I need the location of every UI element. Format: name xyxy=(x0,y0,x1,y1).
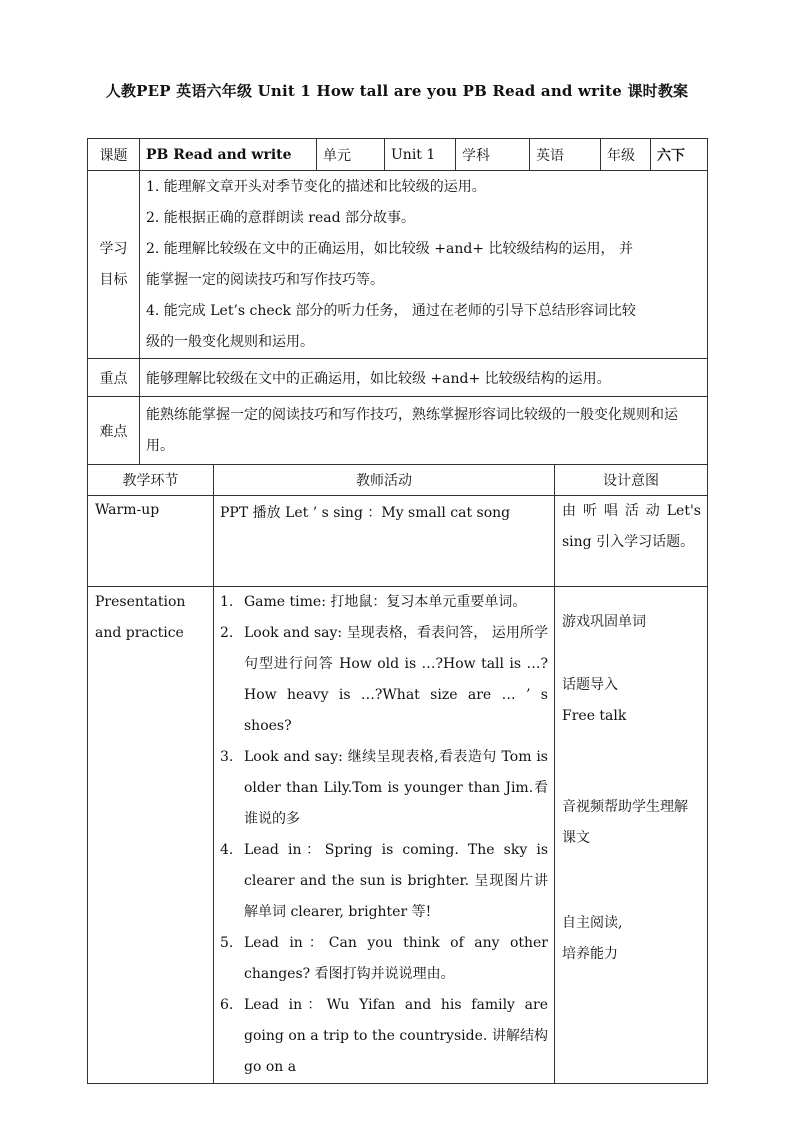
step-text: Lead in：Can you think of any other changes? 看图打钩并说说理由。 xyxy=(244,935,548,982)
activity-step xyxy=(214,618,548,742)
activity-step xyxy=(214,587,548,618)
step-number: 1. xyxy=(220,594,234,610)
page-title: 人教PEP 英语六年级 Unit 1 How tall are you PB Read and write 课时教案 xyxy=(105,82,689,100)
step-number: 3. xyxy=(220,749,234,765)
goals-content xyxy=(140,171,708,359)
step-text: Lead in：Spring is coming. The sky is clearer and the sun is brighter. 呈现图片讲解单词 clearer, brighter 等! xyxy=(244,842,548,920)
topic-label: 课题 xyxy=(88,139,140,171)
goals-label xyxy=(88,171,140,359)
goals-label-line-1: 学习 xyxy=(99,240,128,257)
goal-line: 级的一般变化规则和运用。 xyxy=(146,333,314,350)
header-stage: 教学环节 xyxy=(88,465,214,496)
goal-line: 4. 能完成 Let’s check 部分的听力任务， 通过在老师的引导下总结形容词比较 xyxy=(146,302,636,319)
activity-step xyxy=(214,990,548,1083)
unit-value: Unit 1 xyxy=(385,139,456,171)
intent-item: Free talk xyxy=(562,708,627,724)
activity-steps xyxy=(214,587,548,1083)
subject-value: 英语 xyxy=(530,139,601,171)
goals-label-line-2: 目标 xyxy=(99,271,128,288)
step-number: 6. xyxy=(220,997,234,1013)
step-number: 4. xyxy=(220,842,234,858)
intent-item: 培养能力 xyxy=(562,946,618,962)
presentation-intents xyxy=(555,587,708,1084)
difficulty-value: 能熟练能掌握一定的阅读技巧和写作技巧，熟练掌握形容词比较级的一般变化规则和运用。 xyxy=(140,397,708,465)
warmup-intent: 由 听 唱 活 动 Let's sing 引入学习话题。 xyxy=(555,496,708,587)
topic-value: PB Read and write xyxy=(140,139,317,171)
header-design-intent: 设计意图 xyxy=(555,465,708,496)
step-text: Game time: 打地鼠：复习本单元重要单词。 xyxy=(244,594,527,610)
step-number: 5. xyxy=(220,935,234,951)
goal-line: 能掌握一定的阅读技巧和写作技巧等。 xyxy=(146,271,384,288)
step-number: 2. xyxy=(220,625,234,641)
lesson-info-table xyxy=(87,138,708,465)
warmup-stage: Warm-up xyxy=(88,496,214,587)
goal-line: 2. 能根据正确的意群朗读 read 部分故事。 xyxy=(146,209,415,226)
grade-label: 年级 xyxy=(601,139,651,171)
step-text: Look and say: 呈现表格，看表问答， 运用所学句型进行问答 How old is …?How tall is …?How heavy is …?What size are … ’ s shoes? xyxy=(244,625,548,734)
activity-step xyxy=(214,928,548,990)
presentation-activities xyxy=(214,587,555,1084)
difficulty-label: 难点 xyxy=(88,397,140,465)
goal-line: 1. 能理解文章开头对季节变化的描述和比较级的运用。 xyxy=(146,178,486,195)
grade-value: 六下 xyxy=(651,139,708,171)
key-point-value: 能够理解比较级在文中的正确运用，如比较级 +and+ 比较级结构的运用。 xyxy=(140,359,708,397)
teaching-process-table xyxy=(87,464,708,1084)
activity-step xyxy=(214,742,548,835)
activity-step xyxy=(214,835,548,928)
intent-item: 音视频帮助学生理解课文 xyxy=(562,799,688,846)
unit-label: 单元 xyxy=(317,139,385,171)
key-point-label: 重点 xyxy=(88,359,140,397)
subject-label: 学科 xyxy=(456,139,530,171)
header-teacher-activity: 教师活动 xyxy=(214,465,555,496)
step-text: Look and say: 继续呈现表格,看表造句 Tom is older than Lily.Tom is younger than Jim.看谁说的多 xyxy=(244,749,548,827)
presentation-stage: Presentation and practice xyxy=(88,587,214,1084)
intent-item: 游戏巩固单词 xyxy=(562,614,646,630)
step-text: Lead in：Wu Yifan and his family are going on a trip to the countryside. 讲解结构 go on a xyxy=(244,997,548,1075)
warmup-activity: PPT 播放 Let ’ s sing ：My small cat song xyxy=(214,496,555,587)
intent-item: 自主阅读, xyxy=(562,915,623,931)
goal-line: 2. 能理解比较级在文中的正确运用，如比较级 +and+ 比较级结构的运用， 并 xyxy=(146,240,633,257)
intent-item: 话题导入 xyxy=(562,677,618,693)
